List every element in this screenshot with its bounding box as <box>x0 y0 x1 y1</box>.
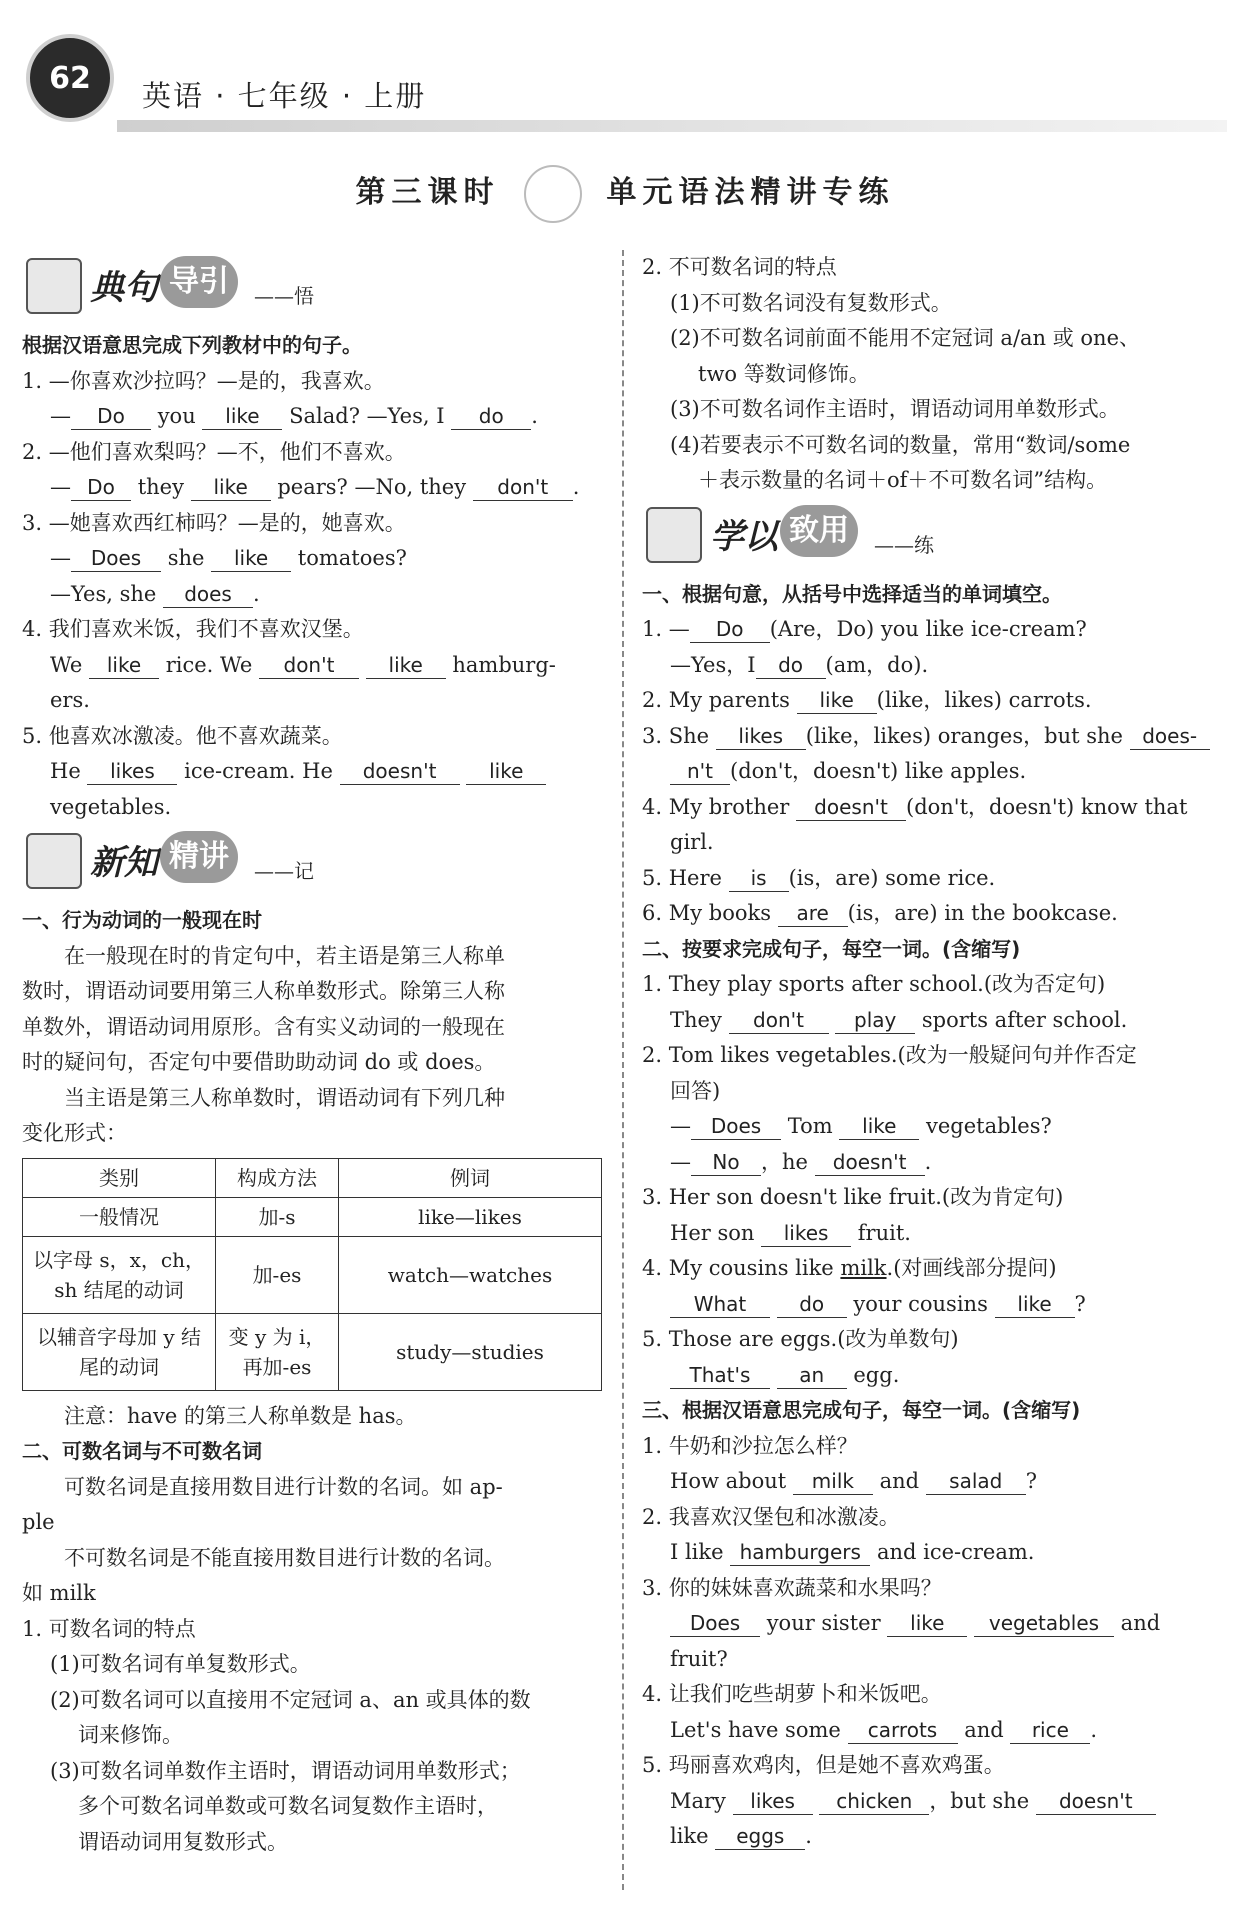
exercise-item: 2. My parents like (like，likes) carrots. <box>642 688 1092 712</box>
instruction: 根据汉语意思完成下列教材中的句子。 <box>22 333 362 357</box>
answer-blank: likes <box>716 723 806 750</box>
section-subtitle: ——练 <box>874 532 934 557</box>
lesson-title <box>0 165 1250 223</box>
answer-blank: don't <box>729 1007 829 1034</box>
answer-line: ers. <box>50 688 90 712</box>
table-cell: 变 y 为 i，再加-es <box>216 1313 339 1390</box>
table-cell: 加-s <box>216 1197 339 1236</box>
answer-blank: do <box>451 403 531 430</box>
answer-blank: like <box>366 652 446 679</box>
paragraph-line: 在一般现在时的肯定句中，若主语是第三人称单 <box>64 943 505 968</box>
page-header <box>22 30 1232 140</box>
answer-blank: What <box>670 1291 770 1318</box>
section-title: 新知 <box>90 843 158 883</box>
answer-blank: milk <box>793 1468 873 1495</box>
answer-blank: Do <box>690 616 770 643</box>
question-cn: 4. 我们喜欢米饭，我们不喜欢汉堡。 <box>22 617 364 641</box>
point-line: 谓语动词用复数形式。 <box>78 1829 288 1854</box>
answer-blank: likes <box>733 1788 813 1815</box>
answer-line: We like rice. We don't like hamburg- <box>50 652 556 677</box>
answer-blank: does- <box>1130 723 1210 750</box>
question-cn: 5. 他喜欢冰激凌。他不喜欢蔬菜。 <box>22 723 343 748</box>
section-title: 典句 <box>90 268 158 308</box>
exercise-item: 4. 让我们吃些胡萝卜和米饭吧。 <box>642 1682 942 1706</box>
point-line: (3)可数名词单数作主语时，谓语动词用单数形式； <box>50 1758 521 1783</box>
question-cn: 3. —她喜欢西红柿吗？—是的，她喜欢。 <box>22 510 406 535</box>
page-number-badge: 62 <box>26 34 114 122</box>
answer-blank: rice <box>1010 1717 1090 1744</box>
grammar-heading: 一、行为动词的一般现在时 <box>22 908 262 932</box>
section-header-new-knowledge <box>22 827 612 897</box>
exercise-item: 5. Here is (is，are) some rice. <box>642 865 996 890</box>
paragraph-line: 时的疑问句，否定句中要借助助动词 do 或 does。 <box>22 1050 496 1074</box>
question-cn: 1. —你喜欢沙拉吗？—是的，我喜欢。 <box>22 368 385 393</box>
verb-rules-table <box>22 1158 602 1391</box>
exercise-item: How about milk and salad ? <box>670 1469 1038 1493</box>
point-heading: 1. 可数名词的特点 <box>22 1616 196 1641</box>
table-header: 例词 <box>339 1158 602 1197</box>
exercise-item: —Yes，I do (am，do). <box>670 652 929 677</box>
exercise-item: What do your cousins like ? <box>642 1287 1232 1323</box>
section-subtitle: ——悟 <box>254 284 314 308</box>
exercise-item: Her son likes fruit. <box>670 1220 911 1245</box>
answer-blank: don't <box>259 652 359 679</box>
section-subtitle: ——记 <box>254 859 314 883</box>
point-line: 词来修饰。 <box>78 1723 183 1747</box>
answer-line: vegetables. <box>50 794 172 819</box>
answer-blank: an <box>777 1362 847 1389</box>
table-cell: watch—watches <box>339 1236 602 1313</box>
exercise-heading: 一、根据句意，从括号中选择适当的单词填空。 <box>642 581 1062 606</box>
exercise-item: 3. 你的妹妹喜欢蔬菜和水果吗？ <box>642 1575 942 1600</box>
answer-line: — Do you like Salad? —Yes, I do . <box>50 404 538 428</box>
paragraph-line: 数时，谓语动词要用第三人称单数形式。除第三人称 <box>22 979 505 1003</box>
paragraph-line: 不可数名词是不能直接用数目进行计数的名词。 <box>64 1545 505 1570</box>
exercise-item: Does your sister like vegetables and <box>642 1606 1232 1642</box>
paragraph-line: 变化形式： <box>22 1121 127 1145</box>
answer-blank: likes <box>87 758 177 785</box>
answer-blank: like <box>887 1610 967 1637</box>
exercise-item: 1. — Do (Are，Do) you like ice-cream? <box>642 617 1087 641</box>
exercise-item: 4. My cousins like milk.(对画线部分提问) <box>642 1256 1057 1280</box>
exercise-item: girl. <box>670 830 714 854</box>
answer-blank: like <box>466 758 546 785</box>
answer-line: He likes ice-cream. He doesn't like <box>22 754 612 790</box>
section-bubble: 精讲 <box>160 831 238 883</box>
section-bubble: 致用 <box>780 505 858 557</box>
exercise-item: — No ，he doesn't . <box>670 1149 932 1174</box>
table-cell: 以辅音字母加 y 结尾的动词 <box>23 1313 216 1390</box>
answer-blank: That's <box>670 1362 770 1389</box>
grammar-heading: 二、可数名词与不可数名词 <box>22 1439 262 1463</box>
note-line: 注意：have 的第三人称单数是 has。 <box>64 1403 417 1428</box>
answer-blank: Does <box>71 545 161 572</box>
answer-blank: like <box>797 687 877 714</box>
paragraph-line: 当主语是第三人称单数时，谓语动词有下列几种 <box>64 1085 505 1110</box>
point-line: (3)不可数名词作主语时，谓语动词用单数形式。 <box>670 397 1120 421</box>
answer-blank: doesn't <box>340 758 460 785</box>
exercise-heading: 三、根据汉语意思完成句子，每空一词。(含缩写) <box>642 1398 1081 1422</box>
point-line: (4)若要表示不可数名词的数量，常用“数词/some <box>670 432 1131 457</box>
exercise-item: I like hamburgers and ice-cream. <box>670 1540 1035 1564</box>
answer-blank: does <box>163 581 253 608</box>
answer-blank: like <box>89 652 159 679</box>
table-row <box>23 1236 602 1313</box>
exercise-item: 5. 玛丽喜欢鸡肉，但是她不喜欢鸡蛋。 <box>642 1753 1005 1777</box>
answer-blank: are <box>778 900 848 927</box>
point-line: (2)不可数名词前面不能用不定冠词 a/an 或 one、 <box>670 326 1141 350</box>
answer-blank: eggs <box>715 1823 805 1850</box>
answer-blank: vegetables <box>974 1610 1114 1637</box>
notepad-pencil-icon <box>646 507 702 563</box>
exercise-item: — Does Tom like vegetables? <box>670 1114 1052 1138</box>
table-header-row <box>23 1158 602 1197</box>
header-bar <box>117 120 1227 132</box>
stamp-logo <box>524 165 582 223</box>
answer-blank: salad <box>926 1468 1026 1495</box>
table-header: 构成方法 <box>216 1158 339 1197</box>
point-line: (1)不可数名词没有复数形式。 <box>670 290 952 315</box>
underlined-word: milk <box>840 1256 887 1280</box>
table-row <box>23 1313 602 1390</box>
exercise-item: 1. They play sports after school.(改为否定句) <box>642 972 1106 996</box>
lesson-number: 第三课时 <box>355 175 500 210</box>
answer-blank: Does <box>691 1113 781 1140</box>
answer-blank: likes <box>761 1220 851 1247</box>
exercise-item: 2. 我喜欢汉堡包和冰激凌。 <box>642 1504 900 1529</box>
section-header-practice <box>642 501 1232 571</box>
answer-blank: play <box>835 1007 915 1034</box>
paragraph-line: 可数名词是直接用数目进行计数的名词。如 ap- <box>64 1474 503 1499</box>
answer-blank: like <box>191 474 271 501</box>
answer-blank: Does <box>670 1610 760 1637</box>
exercise-item: 回答) <box>670 1078 721 1103</box>
point-line: two 等数词修饰。 <box>698 361 870 386</box>
answer-blank: carrots <box>848 1717 958 1744</box>
question-cn: 2. —他们喜欢梨吗？—不，他们不喜欢。 <box>22 439 406 464</box>
book-icon <box>26 258 82 314</box>
answer-blank: No <box>691 1149 761 1176</box>
exercise-heading: 二、按要求完成句子，每空一词。(含缩写) <box>642 936 1021 961</box>
answer-blank: doesn't <box>796 794 906 821</box>
point-heading: 2. 不可数名词的特点 <box>642 255 837 279</box>
section-bubble: 导引 <box>160 256 238 308</box>
exercise-item: That's an egg. <box>642 1358 1232 1394</box>
book-title: 英语 · 七年级 · 上册 <box>142 79 427 113</box>
answer-line: — Does she like tomatoes? <box>50 546 407 570</box>
table-cell: 以字母 s，x，ch，sh 结尾的动词 <box>23 1236 216 1313</box>
paragraph-line: ple <box>22 1510 55 1534</box>
exercise-item: n't (don't，doesn't) like apples. <box>642 754 1232 790</box>
answer-blank: Do <box>71 474 131 501</box>
point-line: (1)可数名词有单复数形式。 <box>50 1652 311 1676</box>
right-column <box>642 250 1232 1855</box>
point-line: (2)可数名词可以直接用不定冠词 a、an 或具体的数 <box>50 1687 531 1712</box>
lesson-topic: 单元语法精讲专练 <box>606 175 895 210</box>
section-title: 学以 <box>710 516 778 557</box>
table-cell: 一般情况 <box>23 1197 216 1236</box>
exercise-item: 6. My books are (is，are) in the bookcase. <box>642 901 1118 925</box>
exercise-item: 5. Those are eggs.(改为单数句) <box>642 1327 959 1351</box>
point-line: ＋表示数量的名词＋of＋不可数名词”结构。 <box>698 468 1108 492</box>
section-header-typical-sentences <box>22 252 612 322</box>
left-column <box>22 250 612 1860</box>
exercise-item: 3. Her son doesn't like fruit.(改为肯定句) <box>642 1185 1064 1209</box>
answer-blank: like <box>995 1291 1075 1318</box>
answer-blank: do <box>777 1291 847 1318</box>
table-header: 类别 <box>23 1158 216 1197</box>
table-cell: 加-es <box>216 1236 339 1313</box>
point-line: 多个可数名词单数或可数名词复数作主语时， <box>78 1794 498 1818</box>
paragraph-line: 单数外，谓语动词用原形。含有实义动词的一般现在 <box>22 1014 505 1039</box>
answer-blank: like <box>211 545 291 572</box>
paragraph-line: 如 milk <box>22 1581 96 1605</box>
exercise-item: fruit? <box>670 1646 728 1671</box>
answer-blank: is <box>729 865 789 892</box>
column-divider <box>622 250 624 1890</box>
exercise-item: like eggs . <box>670 1824 812 1848</box>
answer-blank: like <box>839 1113 919 1140</box>
exercise-item: They don't play sports after school. <box>670 1007 1128 1032</box>
answer-blank: doesn't <box>815 1149 925 1176</box>
answer-blank: do <box>756 652 826 679</box>
exercise-item: Let's have some carrots and rice . <box>670 1717 1098 1742</box>
answer-blank: don't <box>473 474 573 501</box>
answer-line: —Yes, she does . <box>50 581 260 606</box>
exercise-item: Mary likes chicken ，but she doesn't <box>642 1784 1232 1820</box>
table-row <box>23 1197 602 1236</box>
answer-blank: hamburgers <box>730 1539 870 1566</box>
flower-board-icon <box>26 833 82 889</box>
exercise-item: 1. 牛奶和沙拉怎么样？ <box>642 1433 858 1458</box>
exercise-item: 2. Tom likes vegetables.(改为一般疑问句并作否定 <box>642 1043 1137 1067</box>
answer-blank: doesn't <box>1036 1788 1156 1815</box>
answer-line: — Do they like pears? —No, they don't . <box>50 475 580 499</box>
table-cell: study—studies <box>339 1313 602 1390</box>
table-cell: like—likes <box>339 1197 602 1236</box>
answer-blank: like <box>202 403 282 430</box>
answer-blank: n't <box>670 758 730 785</box>
exercise-item: 4. My brother doesn't (don't，doesn't) know that <box>642 794 1188 819</box>
answer-blank: chicken <box>819 1788 929 1815</box>
answer-blank: Do <box>71 403 151 430</box>
exercise-item: 3. She likes (like，likes) oranges，but she does- <box>642 719 1232 755</box>
